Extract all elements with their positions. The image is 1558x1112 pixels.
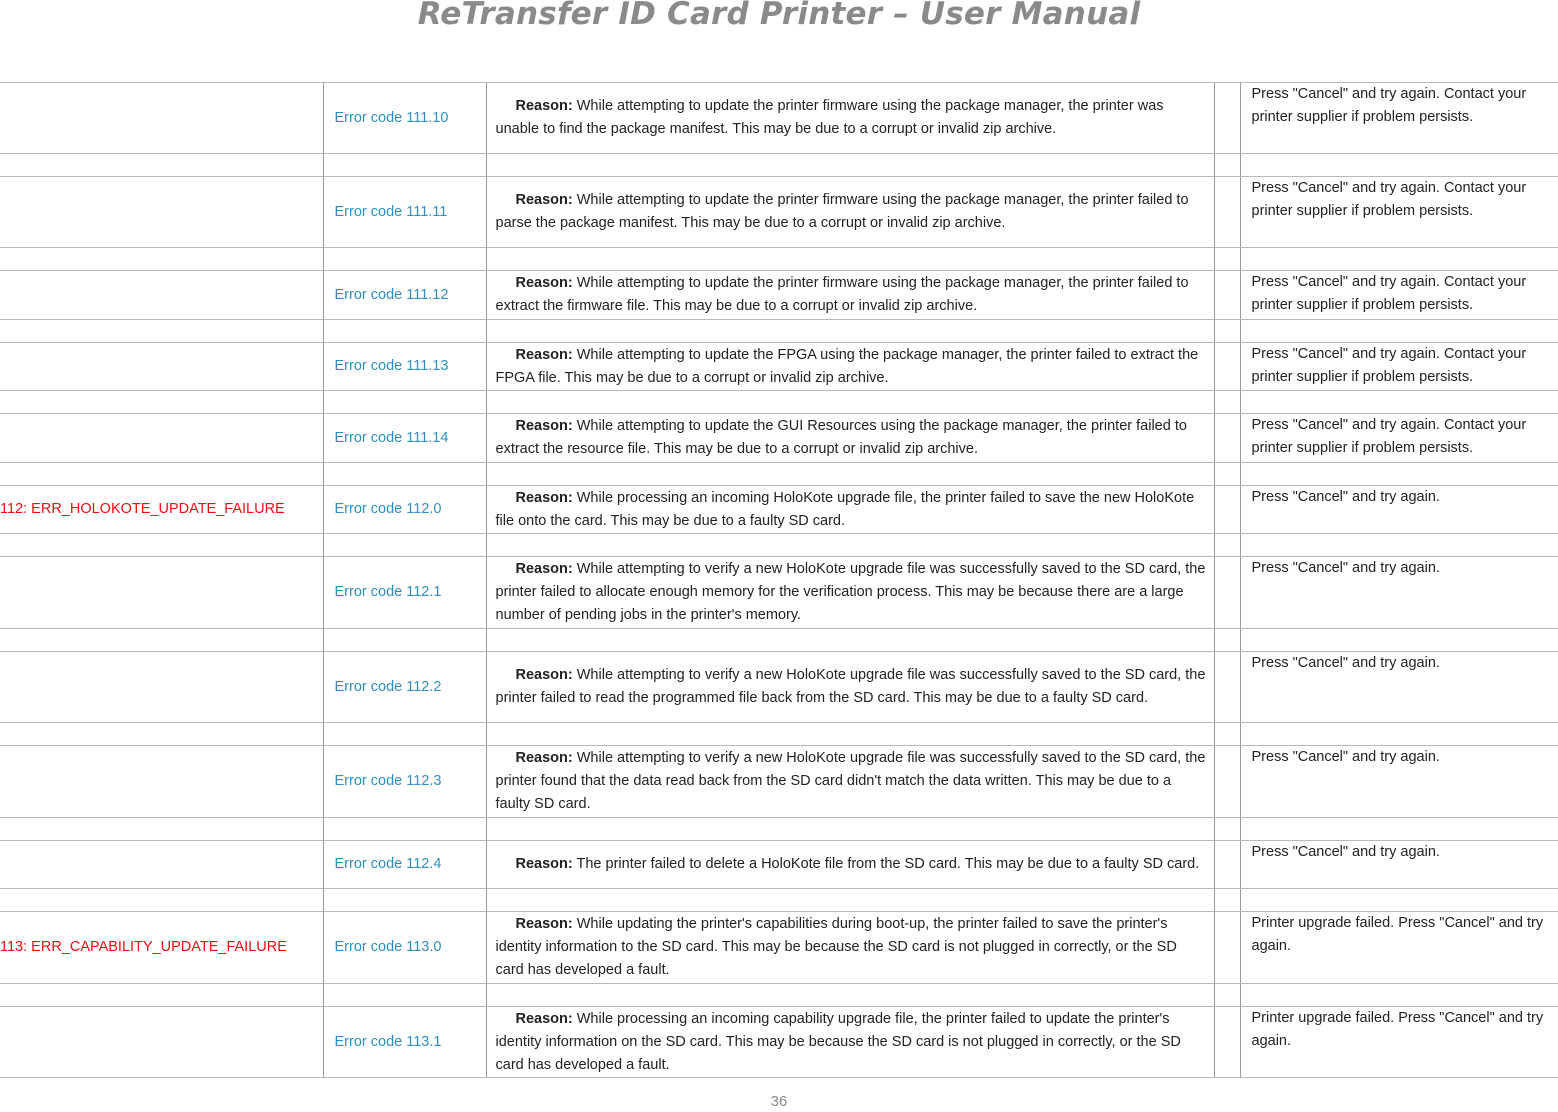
error-code-table (0, 82, 1558, 1078)
reason-text: While updating the printer's capabilities during boot-up, the printer failed to save the printer's identity information to the SD card. This may be because the SD card is not plugged in correctly, or the SD card has developed a fault. (495, 916, 1177, 978)
action-cell: Press "Cancel" and try again. (1240, 486, 1558, 534)
reason-text: While attempting to update the GUI Resources using the package manager, the printer failed to extract the resource file. This may be due to a corrupt or invalid zip archive. (495, 418, 1187, 457)
error-name-cell (0, 746, 323, 818)
error-name-cell: 112: ERR_HOLOKOTE_UPDATE_FAILURE (0, 486, 323, 534)
reason-cell (486, 841, 1214, 889)
action-cell: Press "Cancel" and try again. Contact your printer supplier if problem persists. (1240, 343, 1558, 391)
reason-cell (486, 652, 1214, 723)
blank-cell (1214, 177, 1240, 248)
reason-label: Reason: (515, 750, 573, 766)
table-row (0, 746, 1558, 818)
error-name-cell (0, 414, 323, 463)
reason-label: Reason: (515, 418, 573, 434)
error-code-cell: Error code 113.1 (323, 1007, 486, 1078)
reason-text: While attempting to update the printer firmware using the package manager, the printer failed to extract the firmware file. This may be due to a corrupt or invalid zip archive. (495, 275, 1189, 314)
action-cell: Press "Cancel" and try again. Contact your printer supplier if problem persists. (1240, 414, 1558, 463)
action-cell: Press "Cancel" and try again. Contact your printer supplier if problem persists. (1240, 271, 1558, 320)
error-code-cell: Error code 111.12 (323, 271, 486, 320)
reason-text: While attempting to update the printer firmware using the package manager, the printer failed to parse the package manifest. This may be due to a corrupt or invalid zip archive. (495, 192, 1189, 231)
reason-label: Reason: (515, 667, 573, 683)
reason-cell (486, 1007, 1214, 1078)
blank-cell (1214, 557, 1240, 629)
table-row (0, 343, 1558, 391)
spacer-row (0, 984, 1558, 1007)
action-cell: Press "Cancel" and try again. Contact your printer supplier if problem persists. (1240, 177, 1558, 248)
spacer-row (0, 248, 1558, 271)
spacer-row (0, 534, 1558, 557)
action-cell: Press "Cancel" and try again. (1240, 746, 1558, 818)
blank-cell (1214, 912, 1240, 984)
error-name-cell (0, 271, 323, 320)
reason-label: Reason: (515, 856, 573, 872)
blank-cell (1214, 1007, 1240, 1078)
blank-cell (1214, 746, 1240, 818)
blank-cell (1214, 486, 1240, 534)
error-code-cell: Error code 112.2 (323, 652, 486, 723)
reason-text: While processing an incoming HoloKote upgrade file, the printer failed to save the new HoloKote file onto the card. This may be due to a faulty SD card. (495, 489, 1195, 529)
spacer-row (0, 889, 1558, 912)
error-name-cell (0, 83, 323, 154)
spacer-row (0, 723, 1558, 746)
error-name-cell (0, 841, 323, 889)
table-row (0, 414, 1558, 463)
reason-cell (486, 414, 1214, 463)
table-row (0, 486, 1558, 534)
error-name-cell (0, 557, 323, 629)
action-cell: Printer upgrade failed. Press "Cancel" and try again. (1240, 1007, 1558, 1078)
spacer-row (0, 320, 1558, 343)
spacer-row (0, 629, 1558, 652)
reason-text: While processing an incoming capability upgrade file, the printer failed to update the printer's identity information on the SD card. This may be because the SD card is not plugged in correctly, or the SD card has developed a fault. (495, 1010, 1181, 1073)
table-row (0, 271, 1558, 320)
reason-label: Reason: (515, 98, 573, 114)
table-row (0, 1007, 1558, 1078)
reason-text: While attempting to update the FPGA using the package manager, the printer failed to extract the FPGA file. This may be due to a corrupt or invalid zip archive. (495, 346, 1199, 386)
reason-cell (486, 271, 1214, 320)
blank-cell (1214, 414, 1240, 463)
table-row (0, 83, 1558, 154)
error-code-cell: Error code 111.13 (323, 343, 486, 391)
reason-label: Reason: (515, 275, 573, 291)
error-code-cell: Error code 112.1 (323, 557, 486, 629)
table-row (0, 177, 1558, 248)
reason-cell (486, 343, 1214, 391)
action-cell: Press "Cancel" and try again. (1240, 652, 1558, 723)
reason-label: Reason: (515, 346, 573, 363)
blank-cell (1214, 652, 1240, 723)
spacer-row (0, 154, 1558, 177)
reason-cell (486, 557, 1214, 629)
reason-cell (486, 83, 1214, 154)
error-name-cell (0, 652, 323, 723)
error-code-cell: Error code 112.4 (323, 841, 486, 889)
error-code-cell: Error code 111.10 (323, 83, 486, 154)
action-cell: Printer upgrade failed. Press "Cancel" and try again. (1240, 912, 1558, 984)
action-cell: Press "Cancel" and try again. (1240, 841, 1558, 889)
error-name-cell (0, 1007, 323, 1078)
reason-text: While attempting to verify a new HoloKote upgrade file was successfully saved to the SD card, the printer found that the data read back from the SD card didn't match the data written. This may be due to a faulty SD card. (495, 750, 1206, 812)
spacer-row (0, 818, 1558, 841)
spacer-row (0, 391, 1558, 414)
error-name-cell (0, 343, 323, 391)
error-name-cell: 113: ERR_CAPABILITY_UPDATE_FAILURE (0, 912, 323, 984)
reason-text: While attempting to verify a new HoloKote upgrade file was successfully saved to the SD card, the printer failed to allocate enough memory for the verification process. This may be because there are a large number of pending jobs in the printer's memory. (495, 561, 1206, 623)
reason-cell (486, 177, 1214, 248)
blank-cell (1214, 271, 1240, 320)
reason-label: Reason: (515, 561, 573, 577)
blank-cell (1214, 343, 1240, 391)
table-row (0, 841, 1558, 889)
reason-cell (486, 912, 1214, 984)
error-code-cell: Error code 112.0 (323, 486, 486, 534)
error-code-cell: Error code 113.0 (323, 912, 486, 984)
page-number: 36 (770, 1093, 788, 1110)
reason-label: Reason: (515, 1010, 573, 1027)
reason-text: While attempting to verify a new HoloKote upgrade file was successfully saved to the SD card, the printer failed to read the programmed file back from the SD card. This may be due to a faulty SD card. (495, 667, 1206, 706)
table-row (0, 652, 1558, 723)
spacer-row (0, 463, 1558, 486)
error-name-cell (0, 177, 323, 248)
error-code-cell: Error code 111.14 (323, 414, 486, 463)
blank-cell (1214, 841, 1240, 889)
action-cell: Press "Cancel" and try again. (1240, 557, 1558, 629)
reason-label: Reason: (515, 489, 573, 506)
blank-cell (1214, 83, 1240, 154)
reason-text: The printer failed to delete a HoloKote file from the SD card. This may be due to a faulty SD card. (576, 856, 1200, 872)
reason-cell (486, 486, 1214, 534)
reason-cell (486, 746, 1214, 818)
reason-label: Reason: (515, 192, 573, 208)
error-code-cell: Error code 112.3 (323, 746, 486, 818)
table-row (0, 557, 1558, 629)
manual-title: ReTransfer ID Card Printer – User Manual (417, 0, 1141, 32)
error-code-cell: Error code 111.11 (323, 177, 486, 248)
reason-text: While attempting to update the printer firmware using the package manager, the printer was unable to find the package manifest. This may be due to a corrupt or invalid zip archive. (495, 98, 1164, 137)
reason-label: Reason: (515, 916, 573, 932)
action-cell: Press "Cancel" and try again. Contact your printer supplier if problem persists. (1240, 83, 1558, 154)
table-row (0, 912, 1558, 984)
